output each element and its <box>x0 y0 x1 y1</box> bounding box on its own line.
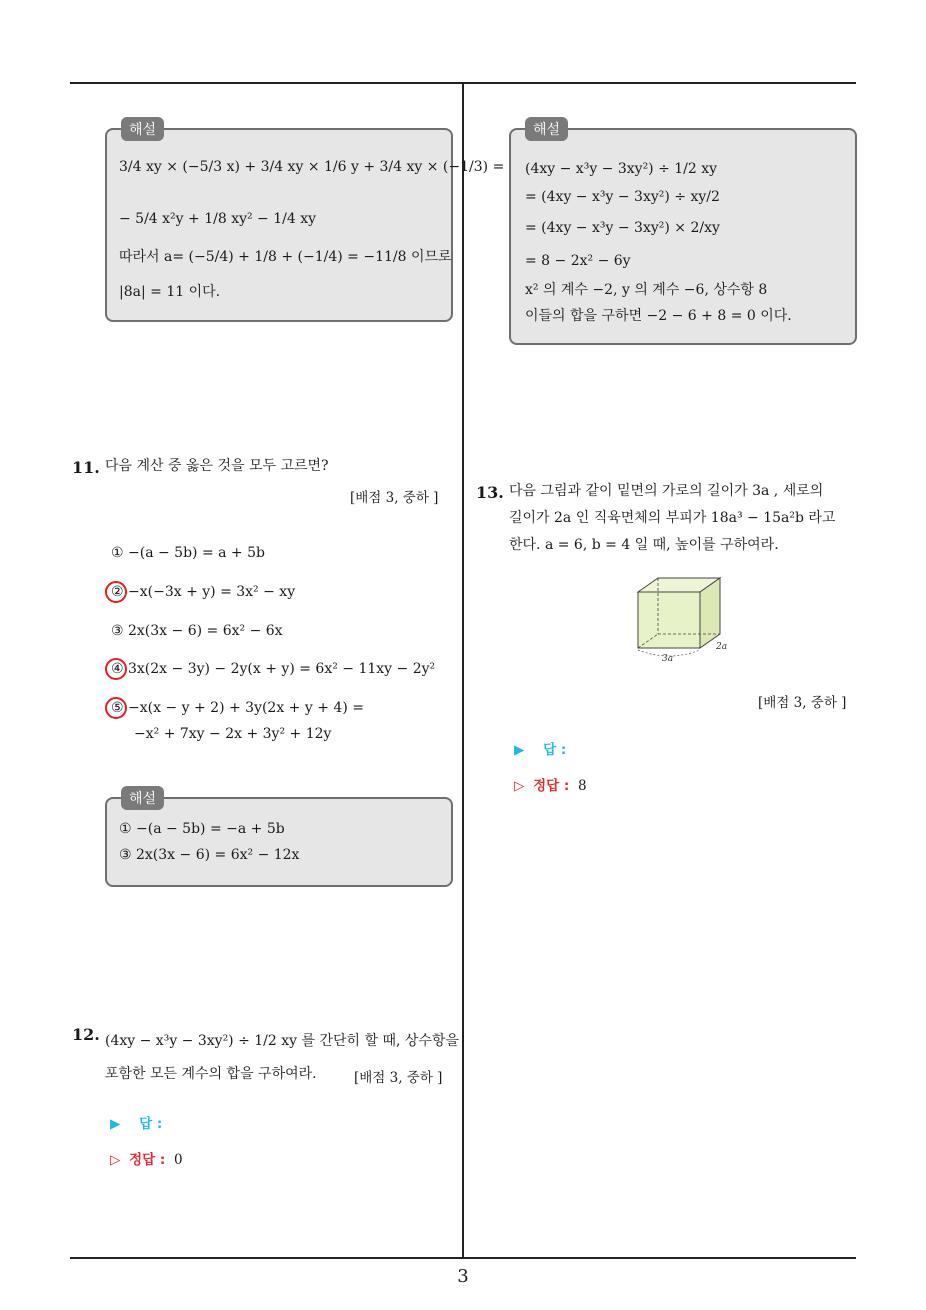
solution-line: = (4xy − x³y − 3xy²) ÷ xy/2 <box>525 189 720 205</box>
play-icon: ▶ <box>110 1116 121 1132</box>
solution-line: x² 의 계수 −2, y 의 계수 −6, 상수항 8 <box>525 282 768 298</box>
bottom-rule <box>70 1257 856 1259</box>
figure-label-width: 3a <box>662 654 674 664</box>
score-label: [배점 3, 중하 ] <box>350 490 439 506</box>
solution-box-10 <box>105 122 505 322</box>
answer-label: 답 : <box>543 742 567 758</box>
play-icon: ▶ <box>514 742 525 758</box>
score-label: [배점 3, 중하 ] <box>354 1070 443 1086</box>
answer-label: 답 : <box>139 1116 163 1132</box>
score-label: [배점 3, 중하 ] <box>758 695 847 711</box>
solution-line: ③ 2x(3x − 6) = 6x² − 12x <box>119 847 300 863</box>
correct-label: 정답 : <box>129 1152 166 1168</box>
solution-line: (4xy − x³y − 3xy²) ÷ 1/2 xy <box>525 161 718 177</box>
option-3: ③ 2x(3x − 6) = 6x² − 6x <box>111 623 283 639</box>
answer-line <box>514 738 566 758</box>
solution-box-11 <box>105 791 453 887</box>
correct-value: 0 <box>173 1152 183 1168</box>
answer-line <box>110 1112 162 1132</box>
solution-line: = (4xy − x³y − 3xy²) × 2/xy <box>525 220 720 236</box>
correct-answer-line <box>514 774 587 794</box>
solution-line: 이들의 합을 구하면 −2 − 6 + 8 = 0 이다. <box>525 308 792 324</box>
solution-line: ① −(a − 5b) = −a + 5b <box>119 821 285 837</box>
cuboid-figure <box>628 572 740 664</box>
solution-line: 따라서 a= (−5/4) + 1/8 + (−1/4) = −11/8 이므로 <box>119 249 452 265</box>
solution-tag: 해설 <box>121 786 164 810</box>
solution-line: |8a| = 11 이다. <box>119 284 221 300</box>
option-5-continued: −x² + 7xy − 2x + 3y² + 12y <box>134 726 332 742</box>
question-number: 12. <box>72 1025 100 1044</box>
option-4: ④ 3x(2x − 3y) − 2y(x + y) = 6x² − 11xy − 2y² <box>111 661 436 677</box>
page-number: 3 <box>457 1266 469 1287</box>
question-text: 다음 계산 중 옳은 것을 모두 고르면? <box>105 458 329 474</box>
question-text: 다음 그림과 같이 밑면의 가로의 길이가 3a , 세로의 <box>509 483 824 499</box>
option-5: ⑤ −x(x − y + 2) + 3y(2x + y + 4) = <box>111 700 364 716</box>
question-text: 포함한 모든 계수의 합을 구하여라. <box>105 1066 317 1082</box>
outline-play-icon: ▷ <box>110 1152 121 1168</box>
question-number: 11. <box>72 458 100 477</box>
correct-label: 정답 : <box>533 778 570 794</box>
figure-label-depth: 2a <box>716 642 728 652</box>
question-number: 13. <box>476 483 504 502</box>
outline-play-icon: ▷ <box>514 778 525 794</box>
column-divider <box>462 84 464 1258</box>
question-text: (4xy − x³y − 3xy²) ÷ 1/2 xy 를 간단히 할 때, 상수항을 <box>105 1033 459 1049</box>
solution-tag: 해설 <box>121 117 164 141</box>
option-2: ② −x(−3x + y) = 3x² − xy <box>111 584 296 600</box>
solution-line: = 8 − 2x² − 6y <box>525 253 631 269</box>
solution-line: − 5/4 x²y + 1/8 xy² − 1/4 xy <box>119 211 317 227</box>
question-text: 길이가 2a 인 직육면체의 부피가 18a³ − 15a²b 라고 <box>509 510 836 526</box>
question-text: 한다. a = 6, b = 4 일 때, 높이를 구하여라. <box>509 537 779 553</box>
solution-box-12 <box>509 122 857 345</box>
correct-answer-line <box>110 1148 183 1168</box>
solution-tag: 해설 <box>525 117 568 141</box>
correct-value: 8 <box>577 778 587 794</box>
solution-line: 3/4 xy × (−5/3 x) + 3/4 xy × 1/6 y + 3/4 xy × (−1/3) = <box>119 159 505 175</box>
option-1: ① −(a − 5b) = a + 5b <box>111 545 265 561</box>
